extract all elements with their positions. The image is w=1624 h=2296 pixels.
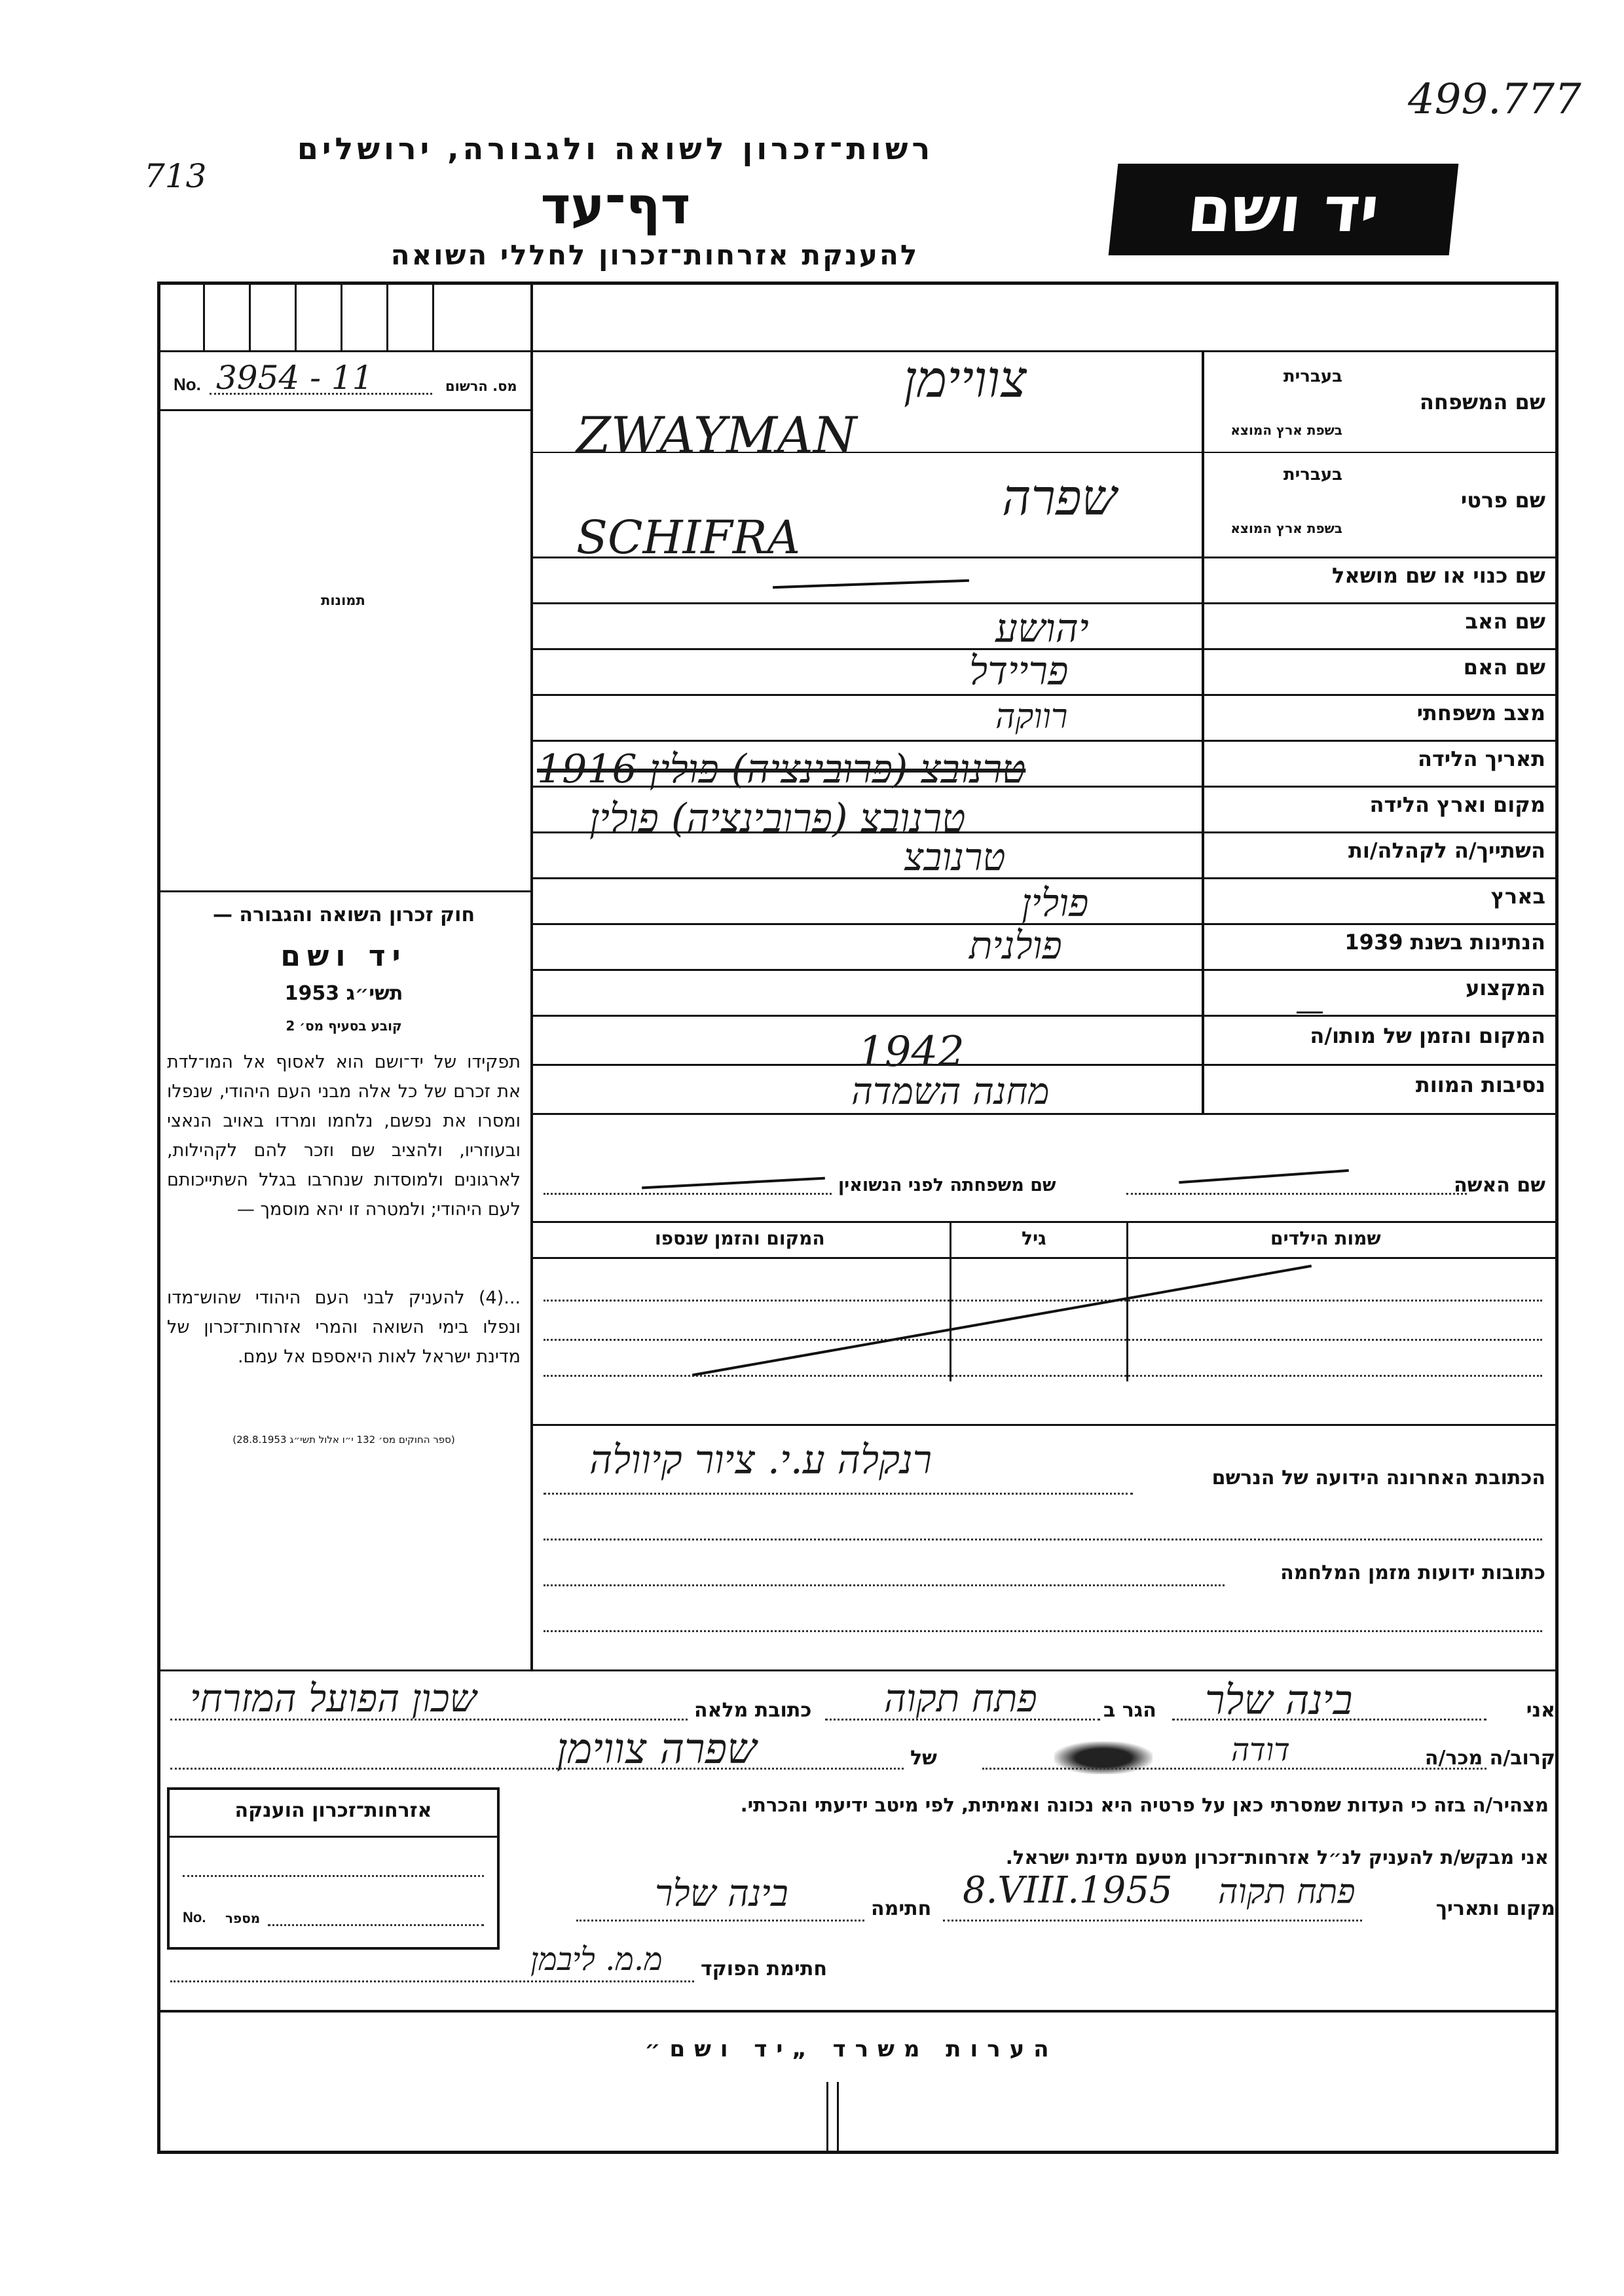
children-age-header: גיל <box>1022 1228 1046 1249</box>
citizenship-box-title: אזרחות־זכרון הוענקה <box>234 1799 432 1822</box>
death-circumstances: מחנה השמדה <box>851 1070 1050 1113</box>
field-label-first-name: שם פרטי <box>1460 488 1545 513</box>
of-label: של <box>910 1747 937 1770</box>
side-number: 713 <box>144 157 207 195</box>
law-year: תשי״ג 1953 <box>284 982 403 1005</box>
field-label-profession: המקצוע <box>1466 975 1545 1000</box>
signature-label: חתימה <box>871 1897 932 1920</box>
first-name-latin: SCHIFRA <box>576 511 801 564</box>
request-text: אני מבקש/ת להעניק לנ״ל אזרחות־זכרון מטעם מדינת ישראל. <box>1005 1846 1549 1868</box>
maiden-name-label: שם משפחתה לפני הנשואין <box>838 1175 1056 1195</box>
citizenship-granted-box <box>167 1787 500 1950</box>
declarant-i-label: אני <box>1526 1699 1555 1722</box>
birth-place: טרנובצ (פרובינציה) פולין <box>589 795 966 841</box>
relative-value: דודה <box>1231 1732 1290 1768</box>
authority-title: רשות־זכרון לשואה ולגבורה, ירושלים <box>297 131 934 166</box>
last-address-label: הכתובת האחרונה הידועה של הנרשם <box>1211 1467 1545 1489</box>
lives-in-label: הגר ב <box>1103 1699 1156 1722</box>
full-address-value: שכון הפועל המזרחי <box>190 1676 477 1721</box>
reg-label: מס. הרשום <box>445 378 517 394</box>
officer-signature-value: מ.מ. ליבמן <box>530 1941 663 1978</box>
field-label-birth-date: תאריך הלידה <box>1417 746 1545 771</box>
date-value: 8.VIII.1955 <box>963 1869 1173 1912</box>
place-date-label: מקום ותאריך <box>1435 1897 1555 1920</box>
family-name-hebrew: צוויימן <box>904 350 1027 409</box>
wife-label: שם האשה <box>1454 1174 1545 1197</box>
field-label-death-circumstances: נסיבות המוות <box>1415 1072 1545 1097</box>
war-address-label: כתובות ידועות מזמן המלחמה <box>1280 1561 1545 1584</box>
field-label-family-name: שם המשפחה <box>1419 390 1545 414</box>
law-name: יד ושם <box>280 939 407 973</box>
marital-status: רווקה <box>995 697 1068 737</box>
mother-name: פריידל <box>969 648 1069 694</box>
lives-in-value: פתח תקוה <box>884 1676 1037 1721</box>
citizenship-1939: פולנית <box>969 923 1062 968</box>
last-address-value: רנקלה ע.י. ציור קיוולה <box>589 1437 932 1483</box>
reg-no-prefix: No. <box>174 374 201 394</box>
citizenship-no-label: No. <box>183 1909 206 1925</box>
father-name: יהושע <box>995 606 1089 651</box>
officer-signature-label: חתימת הפוקד <box>701 1958 827 1980</box>
field-label-mother: שם האם <box>1463 655 1545 680</box>
law-clause: קובע בסעיף מס׳ 2 <box>286 1018 402 1034</box>
form-title: דף־עד <box>540 177 691 236</box>
children-names-header: שמות הילדים <box>1270 1228 1381 1249</box>
law-source: (ספר החוקים מס׳ 132 י״ו אלול תשי״ג 28.8.1953) <box>232 1434 455 1446</box>
field-label-birth-place: מקום וארץ הלידה <box>1369 792 1545 817</box>
law-title: חוק זכרון השואה והגבורה — <box>212 903 475 926</box>
first-name-hebrew: שפרה <box>1002 468 1117 526</box>
logo-text: יד ושם <box>1184 173 1383 246</box>
declarant-name: בינה שלר <box>1205 1676 1353 1724</box>
community: טרנובצ <box>904 835 1006 879</box>
field-sublabel-hebrew-2: בעברית <box>1283 465 1342 484</box>
full-address-label: כתובת מלאה <box>694 1699 812 1722</box>
children-death-header: המקום והזמן שנספו <box>655 1228 825 1249</box>
field-label-citizenship-1939: הנתינות בשנת 1939 <box>1344 930 1545 955</box>
reg-number: 3954 ‑ 11 <box>216 359 373 397</box>
field-label-father: שם האב <box>1465 609 1545 634</box>
signature-value: בינה שלר <box>655 1872 788 1915</box>
field-sublabel-origin: בשפת ארץ המוצא <box>1230 422 1342 438</box>
country: פולין <box>1022 881 1089 925</box>
birth-date: טרנובצ (פרובינציה) פולין 1916 <box>537 746 1026 792</box>
relative-label: קרוב/ה מכר/ה <box>1424 1747 1555 1770</box>
field-label-nickname: שם כנוי או שם מושאל <box>1331 563 1545 588</box>
office-remarks: הערות משרד „יד ושם״ <box>644 2036 1058 2062</box>
field-sublabel-hebrew: בעברית <box>1283 367 1342 386</box>
field-label-community: השתייך/ה לקהלה/ות <box>1348 838 1545 863</box>
form-subtitle: להענקת אזרחות־זכרון לחללי השואה <box>390 239 919 271</box>
field-sublabel-origin-2: בשפת ארץ המוצא <box>1230 520 1342 536</box>
law-text-2: ...(4) להעניק לבני העם היהודי שהוש־מדו ונפלו בימי השואה והמרי אזרחות־זכרון של מדינת ישראל לאות היאספם אל עמם. <box>167 1288 521 1367</box>
field-label-country: בארץ <box>1490 884 1545 909</box>
citizenship-num-label: מספר <box>225 1910 261 1926</box>
death-year: 1942 <box>858 1028 965 1076</box>
family-name-latin: ZWAYMAN <box>576 406 857 464</box>
field-label-death-place-time: המקום והזמן של מותו/ה <box>1310 1023 1545 1048</box>
field-label-marital: מצב משפחתי <box>1416 701 1545 725</box>
of-value: שפרה צווימן <box>557 1725 757 1774</box>
archive-number: 499.777 <box>1408 75 1581 124</box>
declaration-text: מצהיר/ה בזה כי העדות שמסרתי כאן על פרטיה היא נכונה ואמיתית, לפי מיטב ידיעתי והכרתי. <box>740 1794 1549 1816</box>
place-value: פתח תקוה <box>1218 1872 1356 1912</box>
yad-vashem-logo <box>1109 164 1459 255</box>
law-text-1: תפקידו של יד־ושם הוא לאסוף אל המו־לדת את זכרם של כל אלה מבני העם היהודי, שנפלו ומסרו את נפשם, נלחמו ומרדו באויב הנאצי ובעוזריו, ולהציב שם וזכר להם לקהילות, לארגונים ולמוסדות שנחרבו בגלל השתייכותם לעם היהודי; ולמטרה זו יהא מוסמך — <box>167 1052 521 1220</box>
photo-label: תמונות <box>321 592 365 608</box>
